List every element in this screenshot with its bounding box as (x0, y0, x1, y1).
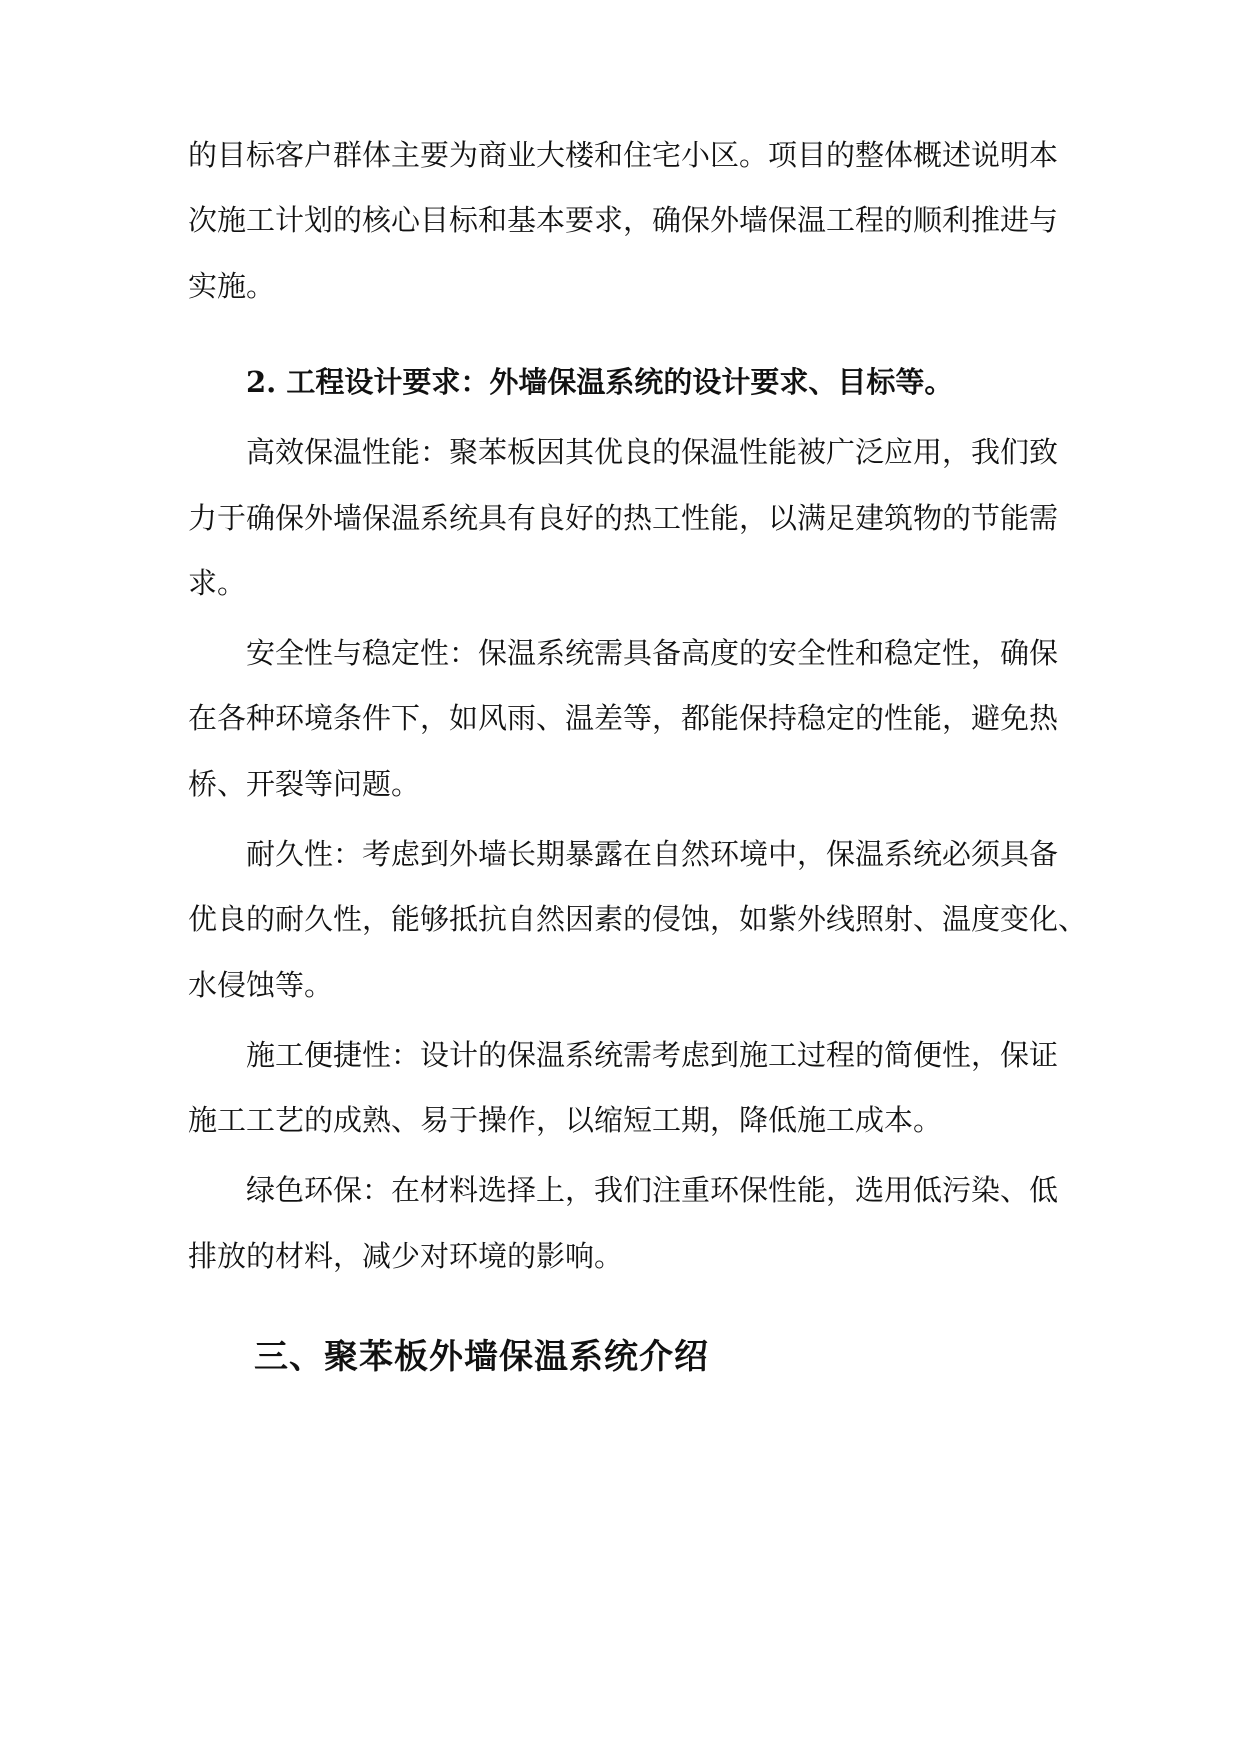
paragraph-5-line-2: 排放的材料，减少对环境的影响。 (188, 1239, 624, 1273)
intro-line-1: 的目标客户群体主要为商业大楼和住宅小区。项目的整体概述说明本 (188, 138, 1059, 172)
paragraph-5-line-1: 绿色环保：在材料选择上，我们注重环保性能，选用低污染、低 (246, 1173, 1059, 1207)
paragraph-1-line-1: 高效保温性能：聚苯板因其优良的保温性能被广泛应用，我们致 (246, 435, 1059, 469)
design-requirements-subheading: 2. 工程设计要求：外墙保温系统的设计要求、目标等。 (246, 365, 954, 399)
paragraph-1-line-2: 力于确保外墙保温系统具有良好的热工性能，以满足建筑物的节能需 (188, 501, 1059, 535)
paragraph-2-line-2: 在各种环境条件下，如风雨、温差等，都能保持稳定的性能，避免热 (188, 701, 1059, 735)
paragraph-2-line-3: 桥、开裂等问题。 (188, 767, 421, 801)
paragraph-1-line-3: 求。 (188, 566, 247, 600)
paragraph-2-line-1: 安全性与稳定性：保温系统需具备高度的安全性和稳定性，确保 (246, 636, 1059, 670)
section-heading: 三、聚苯板外墙保温系统介绍 (254, 1337, 709, 1377)
paragraph-4-line-1: 施工便捷性：设计的保温系统需考虑到施工过程的简便性，保证 (246, 1038, 1059, 1072)
paragraph-4-line-2: 施工工艺的成熟、易于操作，以缩短工期，降低施工成本。 (188, 1103, 943, 1137)
paragraph-3-line-2: 优良的耐久性，能够抵抗自然因素的侵蚀，如紫外线照射、温度变化、 (188, 902, 1088, 936)
paragraph-3-line-1: 耐久性：考虑到外墙长期暴露在自然环境中，保温系统必须具备 (246, 837, 1059, 871)
intro-line-2: 次施工计划的核心目标和基本要求，确保外墙保温工程的顺利推进与 (188, 203, 1059, 237)
paragraph-3-line-3: 水侵蚀等。 (188, 968, 334, 1002)
intro-line-3: 实施。 (188, 269, 276, 303)
